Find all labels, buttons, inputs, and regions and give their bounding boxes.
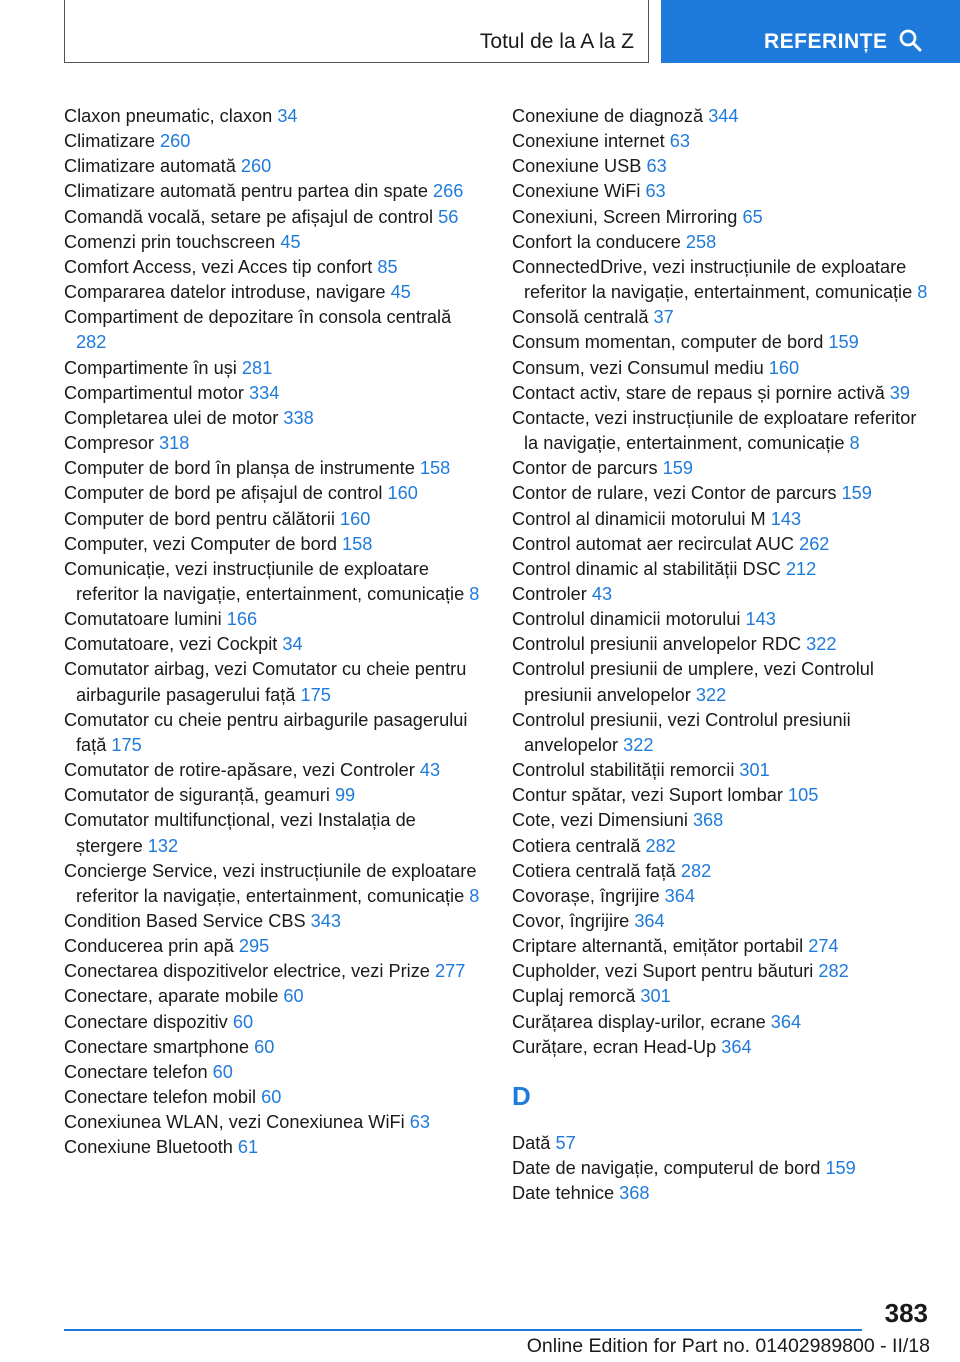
page-reference-link[interactable]: 282: [645, 835, 676, 856]
index-entry-text: Cupholder, vezi Suport pentru băuturi: [512, 961, 819, 982]
index-entry-text: Conectare telefon mobil: [64, 1087, 262, 1108]
index-entry-text: Covor, îngrijire: [512, 911, 635, 931]
index-entry: [64, 507, 480, 532]
index-entry-text: Conexiune USB: [512, 156, 647, 177]
index-entry-text: Compresor: [64, 433, 160, 454]
index-entry: [64, 356, 480, 381]
page-reference-link[interactable]: 160: [340, 508, 371, 529]
page-reference-link[interactable]: 322: [623, 734, 654, 755]
index-entry: [64, 481, 480, 506]
index-entry: [64, 607, 480, 632]
page-reference-link[interactable]: 212: [785, 558, 817, 579]
index-entry-text: Computer de bord pentru călătorii: [64, 508, 340, 529]
index-entry: [512, 507, 932, 532]
index-entry: [64, 205, 480, 230]
index-entry-text: Conexiune Bluetooth: [64, 1137, 238, 1158]
page-reference-link[interactable]: 301: [739, 760, 770, 781]
index-entry: [64, 104, 480, 129]
page-reference-link[interactable]: 322: [695, 684, 727, 705]
page-reference-link[interactable]: 158: [342, 533, 373, 554]
index-entry-text: Completarea ulei de motor: [64, 407, 284, 428]
index-entry: [64, 632, 480, 657]
section-tab[interactable]: [64, 0, 649, 63]
index-entry-text: Conexiuni, Screen Mirroring: [512, 206, 743, 227]
index-entry-text: Compartiment de depozitare în consola centrală: [64, 307, 452, 328]
index-entry: [512, 1035, 932, 1060]
index-entry: [64, 959, 480, 984]
index-entry: [512, 582, 932, 607]
index-entry-text: Conexiune WiFi: [512, 181, 646, 202]
page-reference-link[interactable]: 105: [787, 785, 819, 806]
index-entry: [512, 481, 932, 506]
search-icon[interactable]: [898, 28, 922, 52]
index-entry-text: Conexiune internet: [512, 131, 670, 152]
index-entry: [64, 1010, 480, 1035]
index-entry: [512, 909, 932, 934]
page-reference-link[interactable]: 8: [917, 282, 928, 303]
page-reference-link[interactable]: 99: [334, 785, 356, 806]
page-reference-link[interactable]: 56: [438, 206, 459, 227]
index-entry: [64, 1035, 480, 1060]
index-entry-text: Curățare, ecran Head-Up: [512, 1036, 722, 1057]
index-entry: [64, 381, 480, 406]
page-reference-link[interactable]: 43: [591, 583, 613, 604]
index-entry-text: Comutatoare, vezi Cockpit: [64, 634, 283, 655]
index-entry-text: Dată: [512, 1132, 556, 1153]
index-entry-text: Controlul presiunii de umplere, vezi Controlul presiunii anvelopelor: [512, 659, 874, 705]
index-entry-text: Control automat aer recirculat AUC: [512, 533, 800, 554]
index-entry: [64, 909, 480, 934]
index-entry: [512, 1181, 932, 1206]
page-reference-link[interactable]: 266: [433, 181, 464, 202]
page-reference-link[interactable]: 175: [300, 684, 331, 705]
index-entry-text: Comandă vocală, setare pe afișajul de control: [64, 206, 439, 227]
index-entry-text: Comfort Access, vezi Acces tip confort: [64, 256, 378, 277]
index-entry-text: Comutator airbag, vezi Comutator cu cheie pentru airbagurile pasagerului față: [64, 659, 467, 705]
index-entry-text: Controlul stabilității remorcii: [512, 760, 740, 781]
page-reference-link[interactable]: 282: [76, 332, 107, 353]
index-entry: [64, 859, 480, 909]
page-reference-link[interactable]: 318: [159, 433, 190, 454]
page-reference-link[interactable]: 63: [669, 131, 690, 152]
index-entry: [64, 934, 480, 959]
index-entry-text: Climatizare automată: [64, 156, 241, 177]
index-entry: [64, 557, 480, 607]
index-entry: [512, 934, 932, 959]
page-reference-link[interactable]: 63: [645, 181, 666, 202]
index-entry: [512, 959, 932, 984]
index-entry-text: Contor de rulare, vezi Contor de parcurs: [512, 483, 842, 504]
page-reference-link[interactable]: 63: [646, 156, 667, 177]
index-entry-text: ConnectedDrive, vezi instrucțiunile de exploatare referitor la navigație, entertainment, comunicație: [512, 256, 918, 303]
page-reference-link[interactable]: 274: [808, 936, 839, 957]
index-entry: [512, 104, 932, 129]
index-entry-text: Conectarea dispozitivelor electrice, vezi Prize: [64, 961, 435, 982]
page-reference-link[interactable]: 322: [806, 634, 837, 655]
section-title: Totul de la A la Z: [479, 30, 634, 53]
index-entry-text: Condition Based Service CBS: [64, 911, 311, 931]
index-entry-text: Contact activ, stare de repaus și pornire activă: [512, 382, 890, 403]
index-entry: [512, 381, 932, 406]
index-entry-text: Comutator de siguranță, geamuri: [64, 785, 335, 806]
index-entry-text: Conectare dispozitiv: [64, 1011, 233, 1032]
page-reference-link[interactable]: 282: [680, 860, 712, 881]
index-entry-text: Consolă centrală: [512, 307, 654, 328]
index-entry: [512, 154, 932, 179]
index-entry: [64, 532, 480, 557]
index-entry-text: Comutator multifuncțional, vezi Instalația de ștergere: [64, 810, 416, 856]
page-reference-link[interactable]: 160: [768, 357, 800, 378]
page-reference-link[interactable]: 364: [721, 1036, 752, 1057]
index-entry: [512, 557, 932, 582]
index-entry: [512, 255, 932, 305]
page-reference-link[interactable]: 60: [232, 1011, 254, 1032]
index-entry: [64, 129, 480, 154]
index-entry-text: Control al dinamicii motorului M: [512, 508, 771, 529]
index-entry: [512, 205, 932, 230]
index-entry: [64, 808, 480, 858]
page-reference-link[interactable]: 57: [555, 1132, 576, 1153]
index-entry: [512, 456, 932, 481]
index-entry-text: Date de navigație, computerul de bord: [512, 1158, 826, 1179]
index-entry-text: Consum, vezi Consumul mediu: [512, 357, 769, 378]
index-entry-text: Cuplaj remorcă: [512, 986, 641, 1007]
index-entry-text: Claxon pneumatic, claxon: [64, 106, 278, 126]
index-entry-text: Criptare alternantă, emițător portabil: [512, 936, 809, 957]
reference-tab[interactable]: [661, 0, 960, 63]
index-entry-text: Conectare smartphone: [64, 1036, 255, 1057]
index-entry: [64, 431, 480, 456]
index-entry-text: Comenzi prin touchscreen: [64, 231, 281, 252]
index-entry: [512, 632, 932, 657]
page-reference-link[interactable]: 368: [692, 810, 724, 831]
page-reference-link[interactable]: 159: [825, 1158, 856, 1179]
page-reference-link[interactable]: 160: [387, 483, 418, 504]
index-entry-text: Comunicație, vezi instrucțiunile de exploatare referitor la navigație, entertainment, comunicație: [64, 558, 470, 604]
page-reference-link[interactable]: 159: [841, 483, 872, 504]
index-entry-text: Computer de bord în planșa de instrumente: [64, 458, 420, 479]
index-entry-text: Cote, vezi Dimensiuni: [512, 810, 693, 831]
index-entry-text: Covorașe, îngrijire: [512, 885, 665, 906]
index-entry: [512, 1010, 932, 1035]
index-entry-text: Controler: [512, 583, 592, 604]
index-entry: [512, 758, 932, 783]
page-reference-link[interactable]: 281: [241, 357, 273, 378]
page-reference-link[interactable]: 132: [147, 835, 179, 856]
index-entry: [64, 406, 480, 431]
index-column-right: [512, 104, 932, 1206]
page-reference-link[interactable]: 85: [377, 256, 398, 277]
index-entry: [512, 859, 932, 884]
index-entry-text: Consum momentan, computer de bord: [512, 332, 829, 353]
index-entry-text: Conexiune de diagnoză: [512, 106, 709, 126]
index-entry-text: Confort la conducere: [512, 231, 686, 252]
index-entry-text: Conectare, aparate mobile: [64, 986, 284, 1007]
index-entry: [64, 1060, 480, 1085]
page-reference-link[interactable]: 260: [160, 131, 191, 152]
page-reference-link[interactable]: 175: [111, 734, 142, 755]
page-reference-link[interactable]: 166: [226, 609, 258, 630]
index-entry: [512, 607, 932, 632]
page-reference-link[interactable]: 8: [469, 885, 480, 906]
index-entry: [64, 305, 480, 355]
page-reference-link[interactable]: 143: [745, 609, 776, 630]
index-entry: [512, 884, 932, 909]
index-entry: [512, 808, 932, 833]
index-entry: [512, 1156, 932, 1181]
index-entry: [512, 783, 932, 808]
index-entry: [64, 179, 480, 204]
section-letter: D: [512, 1080, 531, 1111]
index-entry: [64, 154, 480, 179]
page-reference-link[interactable]: 344: [708, 106, 739, 126]
index-entry-text: Climatizare automată pentru partea din spate: [64, 181, 434, 202]
index-entry: [64, 708, 480, 758]
page-reference-link[interactable]: 159: [828, 332, 859, 353]
page-reference-link[interactable]: 334: [248, 382, 280, 403]
page-number: 383: [884, 1298, 928, 1328]
index-entry-text: Date tehnice: [512, 1183, 620, 1204]
index-entry-text: Climatizare: [64, 131, 161, 152]
index-entry: [512, 1131, 932, 1156]
page-reference-link[interactable]: 45: [390, 282, 411, 303]
index-entry-text: Conducerea prin apă: [64, 936, 239, 957]
page-reference-link[interactable]: 158: [419, 458, 451, 479]
index-entry: [64, 657, 480, 707]
index-entry-text: Computer de bord pe afișajul de control: [64, 483, 388, 504]
index-entry: [64, 1110, 480, 1135]
index-entry: [512, 984, 932, 1009]
index-entry: [512, 657, 932, 707]
reference-label: REFERINȚE: [764, 30, 888, 53]
index-entry: [512, 179, 932, 204]
index-entry-text: Compararea datelor introduse, navigare: [64, 282, 391, 303]
index-entry-text: Concierge Service, vezi instrucțiunile de exploatare referitor la navigație, entertainment, comunicație: [64, 860, 477, 906]
page-reference-link[interactable]: 34: [282, 634, 303, 655]
page-reference-link[interactable]: 8: [849, 433, 860, 454]
page-reference-link[interactable]: 37: [653, 307, 674, 328]
page-reference-link[interactable]: 39: [889, 382, 910, 403]
index-entry-text: Controlul presiunii, vezi Controlul presiunii anvelopelor: [512, 709, 851, 755]
index-entry-text: Conexiunea WLAN, vezi Conexiunea WiFi: [64, 1112, 410, 1133]
index-entry: [512, 356, 932, 381]
index-entry-text: Conectare telefon: [64, 1061, 213, 1082]
index-entry: [64, 255, 480, 280]
index-entry: [512, 305, 932, 330]
page-reference-link[interactable]: 364: [770, 1011, 802, 1032]
index-entry-text: Cotiera centrală: [512, 835, 646, 856]
index-entry: [64, 783, 480, 808]
index-entry: [512, 406, 932, 456]
page-reference-link[interactable]: 60: [254, 1036, 275, 1057]
index-entry: [512, 532, 932, 557]
index-entry-text: Contur spătar, vezi Suport lombar: [512, 785, 788, 806]
index-entry-text: Contacte, vezi instrucțiunile de exploatare referitor la navigație, entertainment, comunicație: [512, 407, 917, 454]
index-entry-text: Controlul dinamicii motorului: [512, 609, 746, 630]
page-reference-link[interactable]: 159: [662, 458, 693, 479]
page-reference-link[interactable]: 60: [261, 1087, 282, 1108]
index-entry: [512, 230, 932, 255]
page-reference-link[interactable]: 295: [238, 936, 270, 957]
footer-divider: [64, 1329, 862, 1331]
page-reference-link[interactable]: 258: [685, 231, 717, 252]
page-reference-link[interactable]: 143: [770, 508, 802, 529]
page-reference-link[interactable]: 277: [434, 961, 466, 982]
page-reference-link[interactable]: 61: [237, 1137, 259, 1158]
index-entry-text: Control dinamic al stabilității DSC: [512, 558, 786, 579]
index-entry: [64, 280, 480, 305]
page-reference-link[interactable]: 43: [419, 760, 441, 781]
index-entry: [512, 708, 932, 758]
page-reference-link[interactable]: 338: [283, 407, 314, 428]
index-entry-text: Curățarea display-urilor, ecrane: [512, 1011, 771, 1032]
page-reference-link[interactable]: 60: [212, 1061, 233, 1082]
page-reference-link[interactable]: 364: [664, 885, 695, 906]
index-entry-text: Comutator de rotire-apăsare, vezi Controler: [64, 760, 420, 781]
page-reference-link[interactable]: 34: [277, 106, 298, 126]
index-entry-text: Computer, vezi Computer de bord: [64, 533, 342, 554]
index-entry-text: Controlul presiunii anvelopelor RDC: [512, 634, 807, 655]
index-entry-text: Compartimentul motor: [64, 382, 249, 403]
index-entry: [64, 758, 480, 783]
page-reference-link[interactable]: 301: [640, 986, 671, 1007]
index-entry-text: Comutatoare lumini: [64, 609, 227, 630]
page-reference-link[interactable]: 364: [634, 911, 665, 931]
index-entry-text: Contor de parcurs: [512, 458, 663, 479]
page-reference-link[interactable]: 260: [240, 156, 272, 177]
index-column-left: [64, 104, 480, 1161]
page-reference-link[interactable]: 368: [619, 1183, 650, 1204]
index-entry-text: Comutator cu cheie pentru airbagurile pasagerului față: [64, 709, 468, 755]
page-reference-link[interactable]: 65: [742, 206, 763, 227]
index-entry: [512, 129, 932, 154]
index-entry-text: Compartimente în uși: [64, 357, 242, 378]
page-reference-link[interactable]: 8: [469, 583, 480, 604]
index-entry: [64, 456, 480, 481]
page-reference-link[interactable]: 63: [409, 1112, 430, 1133]
page-reference-link[interactable]: 45: [280, 231, 301, 252]
index-entry: [64, 1085, 480, 1110]
index-entry: [64, 230, 480, 255]
index-entry: [64, 1135, 480, 1160]
page-reference-link[interactable]: 282: [818, 961, 849, 982]
footer-edition: Online Edition for Part no. 01402989800 - II/18: [526, 1335, 930, 1357]
index-entry: [512, 834, 932, 859]
index-entry-text: Cotiera centrală față: [512, 860, 681, 881]
page-reference-link[interactable]: 60: [283, 986, 304, 1007]
page-reference-link[interactable]: 262: [799, 533, 830, 554]
page-reference-link[interactable]: 343: [310, 911, 342, 931]
index-entry: [512, 330, 932, 355]
index-entry: [64, 984, 480, 1009]
